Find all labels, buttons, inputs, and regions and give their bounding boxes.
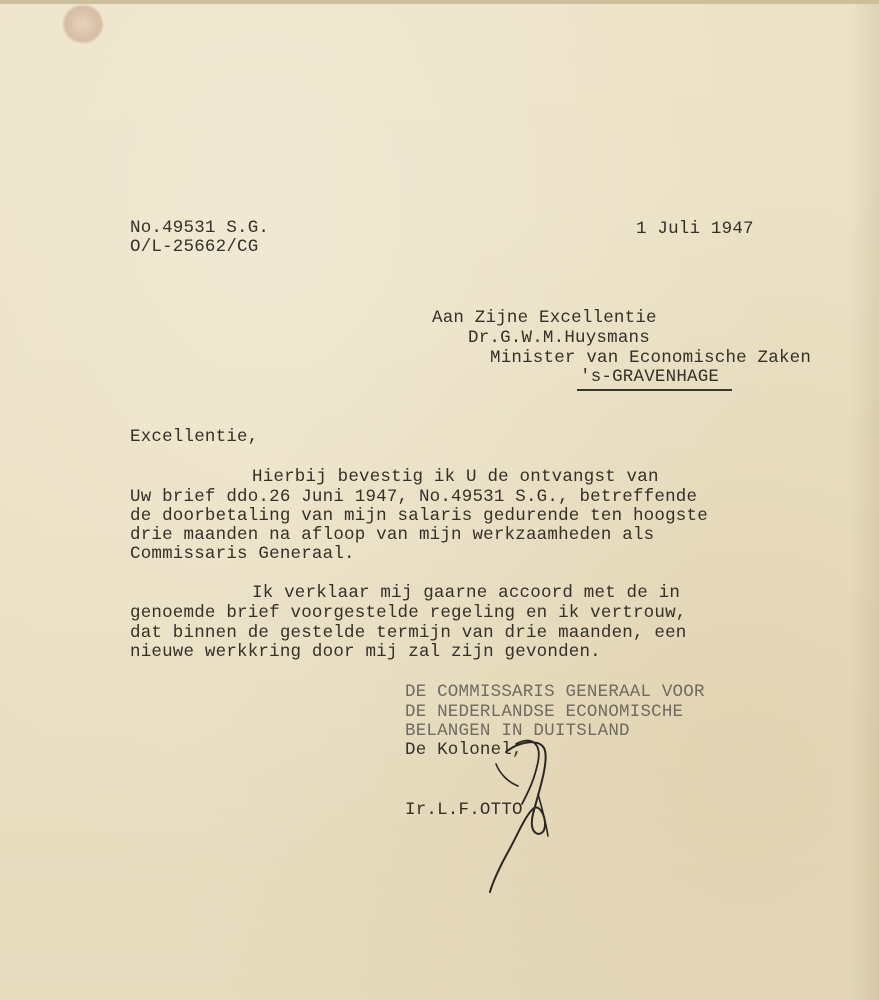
paragraph-2-line: nieuwe werkkring door mij zal zijn gevonden.: [130, 642, 601, 662]
letter-page: [0, 4, 879, 1000]
address-line-1: Aan Zijne Excellentie: [432, 308, 657, 328]
paper-edge-shadow: [849, 4, 879, 1000]
address-line-2: Dr.G.W.M.Huysmans: [468, 328, 650, 348]
paragraph-2-line: genoemde brief voorgestelde regeling en ik vertrouw,: [130, 603, 687, 623]
reference-number: No.49531 S.G.: [130, 218, 270, 238]
handwritten-signature: [478, 734, 568, 894]
salutation: Excellentie,: [130, 427, 259, 447]
letter-date: 1 Juli 1947: [636, 219, 754, 239]
reference-code: O/L-25662/CG: [130, 237, 259, 257]
paragraph-1-line: Commissaris Generaal.: [130, 544, 355, 564]
city-underline: [577, 389, 732, 391]
paragraph-1-line: Uw brief ddo.26 Juni 1947, No.49531 S.G., betreffende: [130, 487, 698, 507]
closing-line-1: DE COMMISSARIS GENERAAL VOOR: [405, 682, 705, 702]
paper-stain: [62, 4, 104, 44]
address-city: 's-GRAVENHAGE: [580, 367, 720, 387]
closing-title: De Kolonel,: [405, 740, 523, 760]
address-line-3: Minister van Economische Zaken: [490, 348, 812, 368]
paragraph-1-line: de doorbetaling van mijn salaris gedurende ten hoogste: [130, 506, 708, 526]
signatory-name: Ir.L.F.OTTO: [405, 800, 523, 820]
paragraph-2-line: Ik verklaar mij gaarne accoord met de in: [252, 583, 681, 603]
closing-line-3: BELANGEN IN DUITSLAND: [405, 721, 630, 741]
paragraph-1-line: Hierbij bevestig ik U de ontvangst van: [252, 467, 659, 487]
paragraph-2-line: dat binnen de gestelde termijn van drie maanden, een: [130, 623, 687, 643]
paragraph-1-line: drie maanden na afloop van mijn werkzaamheden als: [130, 525, 655, 545]
closing-line-2: DE NEDERLANDSE ECONOMISCHE: [405, 702, 684, 722]
